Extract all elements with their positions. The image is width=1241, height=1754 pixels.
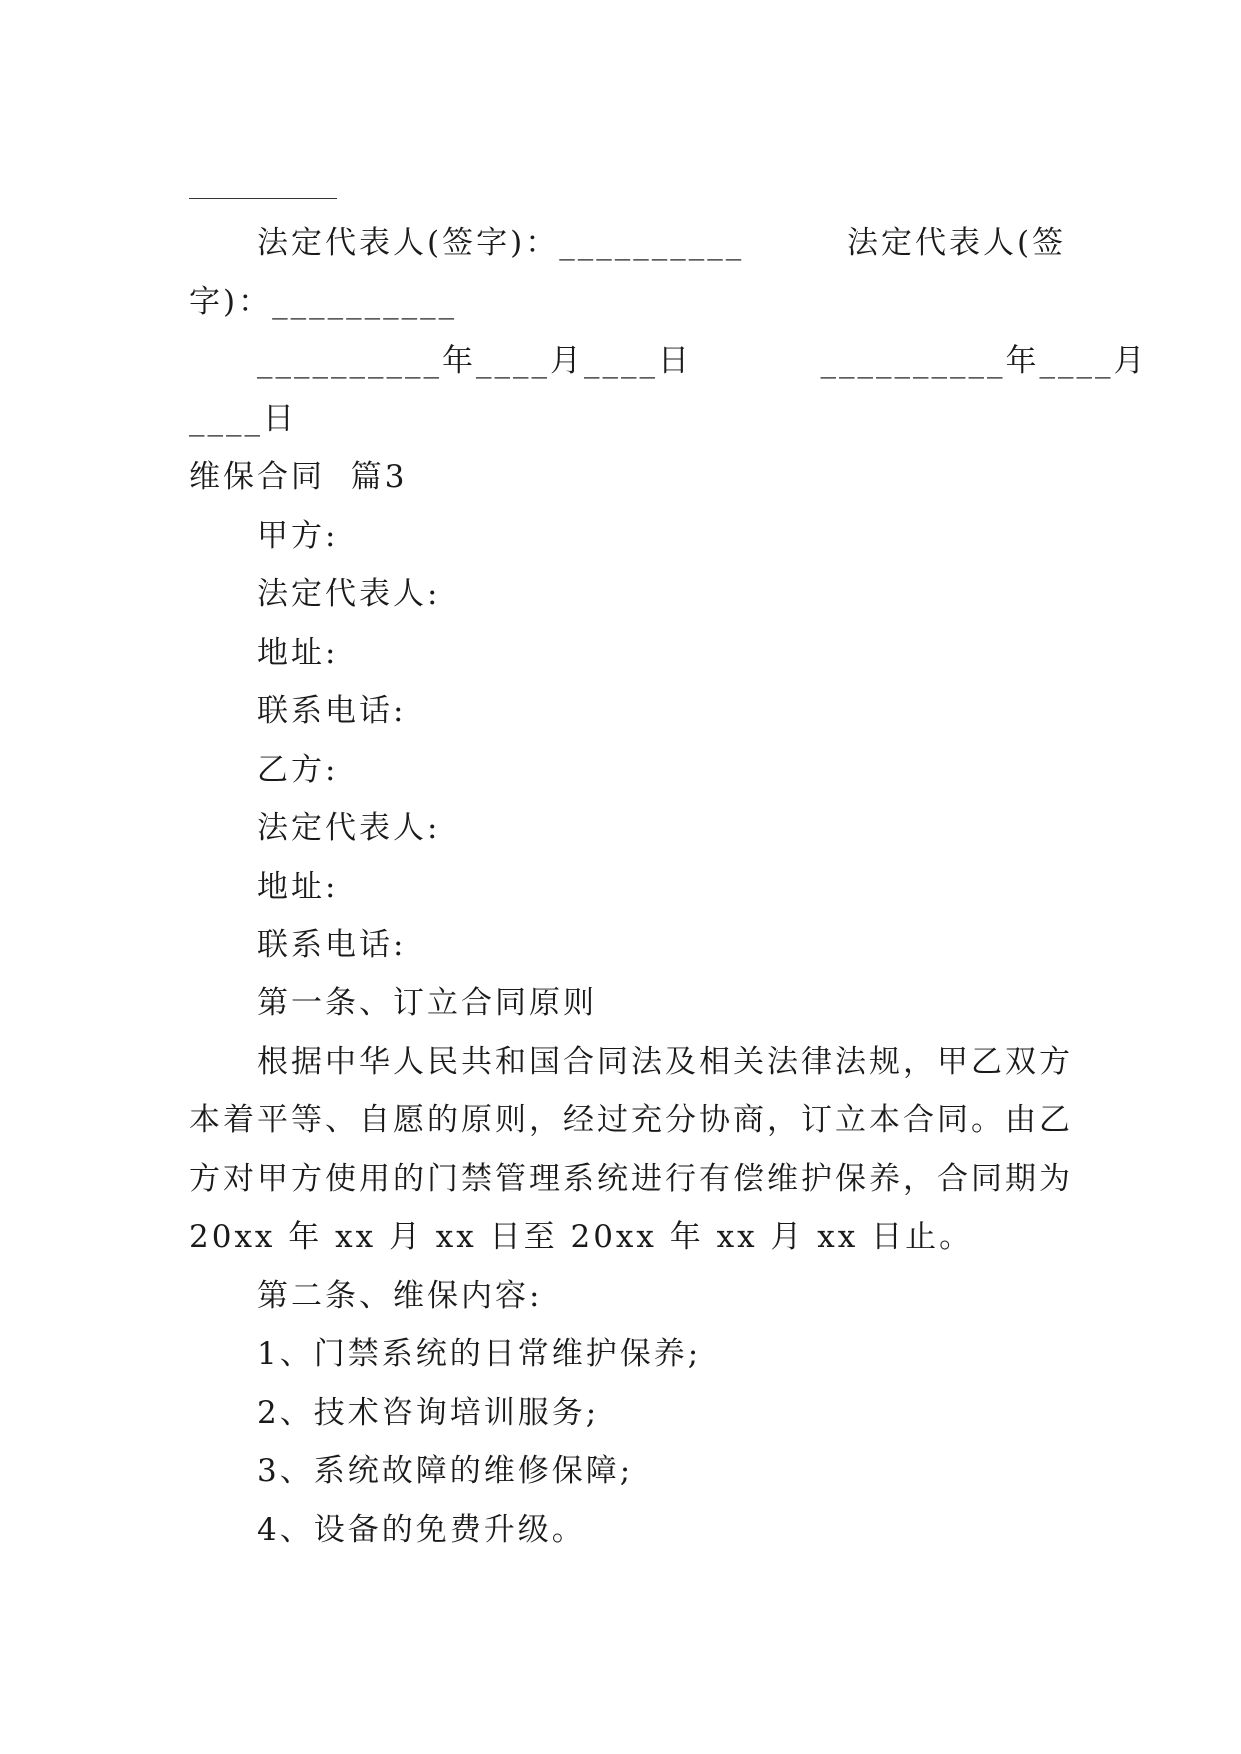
article-2-heading: 第二条、维保内容: xyxy=(257,1278,543,1314)
article-1-body-line: 方对甲方使用的门禁管理系统进行有偿维护保养，合同期为 xyxy=(189,1161,1073,1197)
article-2-item: 4、设备的免费升级。 xyxy=(257,1512,586,1548)
article-1-body-line: 本着平等、自愿的原则，经过充分协商，订立本合同。由乙 xyxy=(189,1102,1073,1138)
article-2-item: 3、系统故障的维修保障; xyxy=(257,1453,634,1489)
party-a-phone: 联系电话: xyxy=(257,693,407,729)
article-1-heading: 第一条、订立合同原则 xyxy=(257,985,597,1021)
party-a-label: 甲方: xyxy=(257,518,339,554)
party-b-phone: 联系电话: xyxy=(257,927,407,963)
signature-line-1: 法定代表人(签字)：__________ 法定代表人(签 xyxy=(257,225,1067,261)
article-2-item: 2、技术咨询培训服务; xyxy=(257,1395,600,1431)
party-b-address: 地址: xyxy=(257,869,339,905)
article-2-item: 1、门禁系统的日常维护保养; xyxy=(257,1336,702,1372)
date-line-1: __________年____月____日 __________年____月 xyxy=(257,343,1148,379)
party-a-address: 地址: xyxy=(257,635,339,671)
party-b-representative: 法定代表人: xyxy=(257,810,441,846)
date-line-2: ____日 xyxy=(189,401,297,437)
article-1-body-line: 20xx 年 xx 月 xx 日至 20xx 年 xx 月 xx 日止。 xyxy=(189,1219,974,1255)
section-title: 维保合同 篇3 xyxy=(189,459,408,495)
article-1-body-line: 根据中华人民共和国合同法及相关法律法规，甲乙双方 xyxy=(257,1044,1073,1080)
top-blank-line xyxy=(189,198,337,199)
party-b-label: 乙方: xyxy=(257,752,339,788)
signature-line-2: 字)：__________ xyxy=(189,284,458,320)
party-a-representative: 法定代表人: xyxy=(257,576,441,612)
